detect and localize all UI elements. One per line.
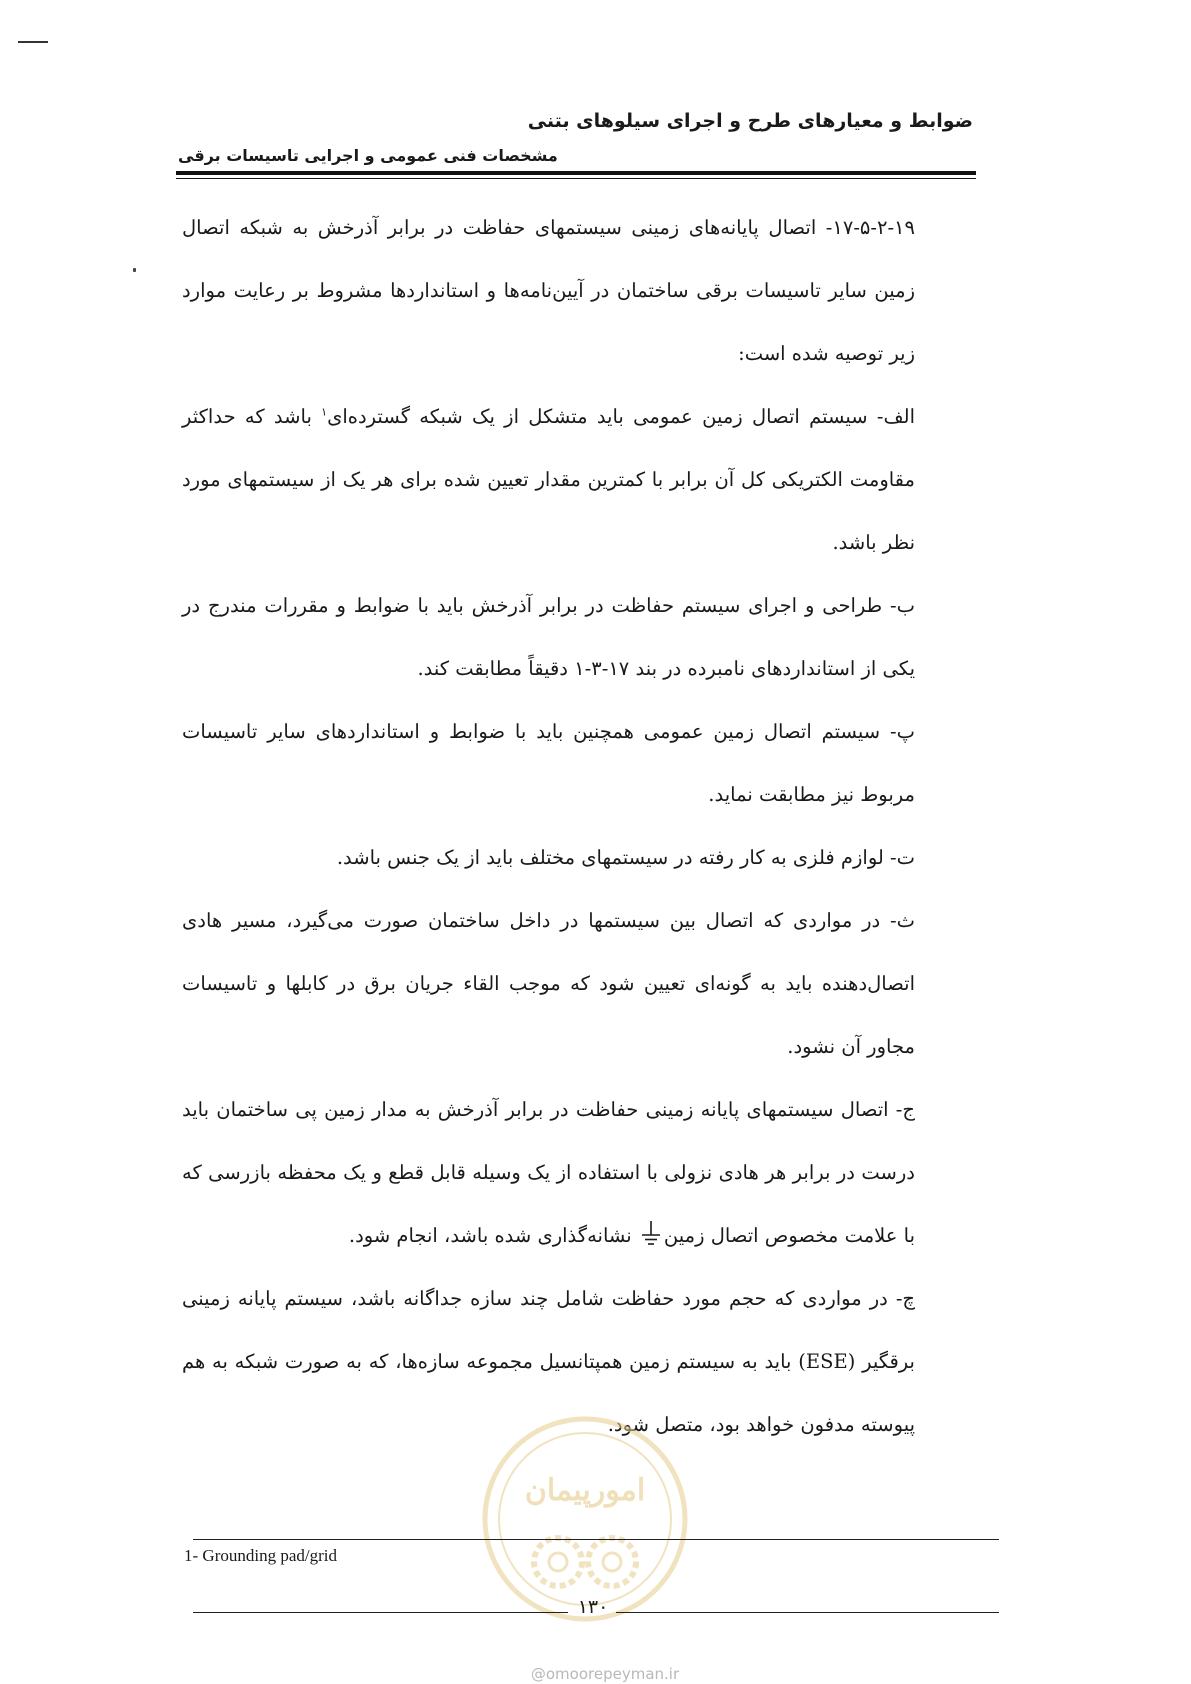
watermark-logo — [478, 1412, 693, 1627]
page-rule-right — [616, 1612, 999, 1613]
item-se: ث- در مواردی که اتصال بین سیستمها در داخل ساختمان صورت می‌گیرد، مسیر هادی اتصال‌دهنده باید به گونه‌ای تعیین شود که موجب القاء جریان برق در کابلها و تاسیسات مجاور آن نشود. — [182, 909, 915, 1058]
site-watermark: @omoorepeyman.ir — [530, 1665, 680, 1683]
page-number: ۱۳۰ — [577, 1596, 609, 1618]
chapter-title: مشخصات فنی عمومی و اجرایی تاسیسات برقی — [178, 146, 558, 165]
item-alef — [182, 385, 915, 574]
item-pe: پ- سیستم اتصال زمین عمومی همچنین باید با ضوابط و استانداردهای سایر تاسیسات مربوط نیز مطابقت نماید. — [182, 720, 915, 806]
item-be: ب- طراحی و اجرای سیستم حفاظت در برابر آذرخش باید با ضوابط و مقررات مندرج در یکی از استانداردهای نامبرده در بند ۱۷-۳-۱ دقیقاً مطابقت کند. — [182, 594, 915, 680]
footnote: 1- Grounding pad/grid — [184, 1546, 337, 1565]
page-rule-left — [193, 1612, 568, 1613]
header-rule-thin — [176, 178, 976, 179]
corner-mark — [18, 41, 48, 43]
item-te: ت- لوازم فلزی به کار رفته در سیستمهای مختلف باید از یک جنس باشد. — [336, 846, 915, 869]
item-che: چ- در مواردی که حجم مورد حفاظت شامل چند سازه جداگانه باشد، سیستم پایانه زمینی برقگیر (ESE) باید به سیستم زمین همپتانسیل مجموعه سازه‌ها، که به صورت شبکه به هم پیوسته مدفون خواهد بود، متصل شود. — [182, 1287, 915, 1436]
item-alef-text: الف- سیستم اتصال زمین عمومی باید متشکل از یک شبکه گسترده‌ای — [327, 405, 916, 428]
item-jim — [182, 1078, 915, 1267]
body-text — [182, 196, 915, 1436]
footnote-ref: ۱ — [321, 405, 328, 419]
item-jim-text-cont: نشانه‌گذاری شده باشد، انجام شود. — [348, 1224, 638, 1247]
scan-speck — [133, 268, 136, 272]
footnote-rule — [193, 1539, 999, 1540]
watermark-logo-text: امورپیمان — [524, 1473, 646, 1508]
ground-icon — [641, 1220, 661, 1248]
item-jim-text: ج- اتصال سیستمهای پایانه زمینی حفاظت در برابر آذرخش به مدار زمین پی ساختمان باید درست در برابر هر هادی نزولی با استفاده از یک وسیله قابل قطع و یک محفظه بازرسی که با علامت مخصوص اتصال زمین — [182, 1098, 915, 1247]
header-rule-thick — [176, 171, 976, 175]
section-heading-paragraph: ۱۷-۵-۲-۱۹- اتصال پایانه‌های زمینی سیستمهای حفاظت در برابر آذرخش به شبکه اتصال زمین سایر تاسیسات برقی ساختمان در آیین‌نامه‌ها و استانداردها مشروط بر رعایت موارد زیر توصیه شده است: — [182, 216, 915, 365]
book-title: ضوابط و معیارهای طرح و اجرای سیلوهای بتنی — [527, 110, 973, 132]
item-alef-text-cont: باشد که حداکثر مقاومت الکتریکی کل آن برابر با کمترین مقدار تعیین شده برای هر یک از سیستمهای مورد نظر باشد. — [182, 405, 915, 554]
